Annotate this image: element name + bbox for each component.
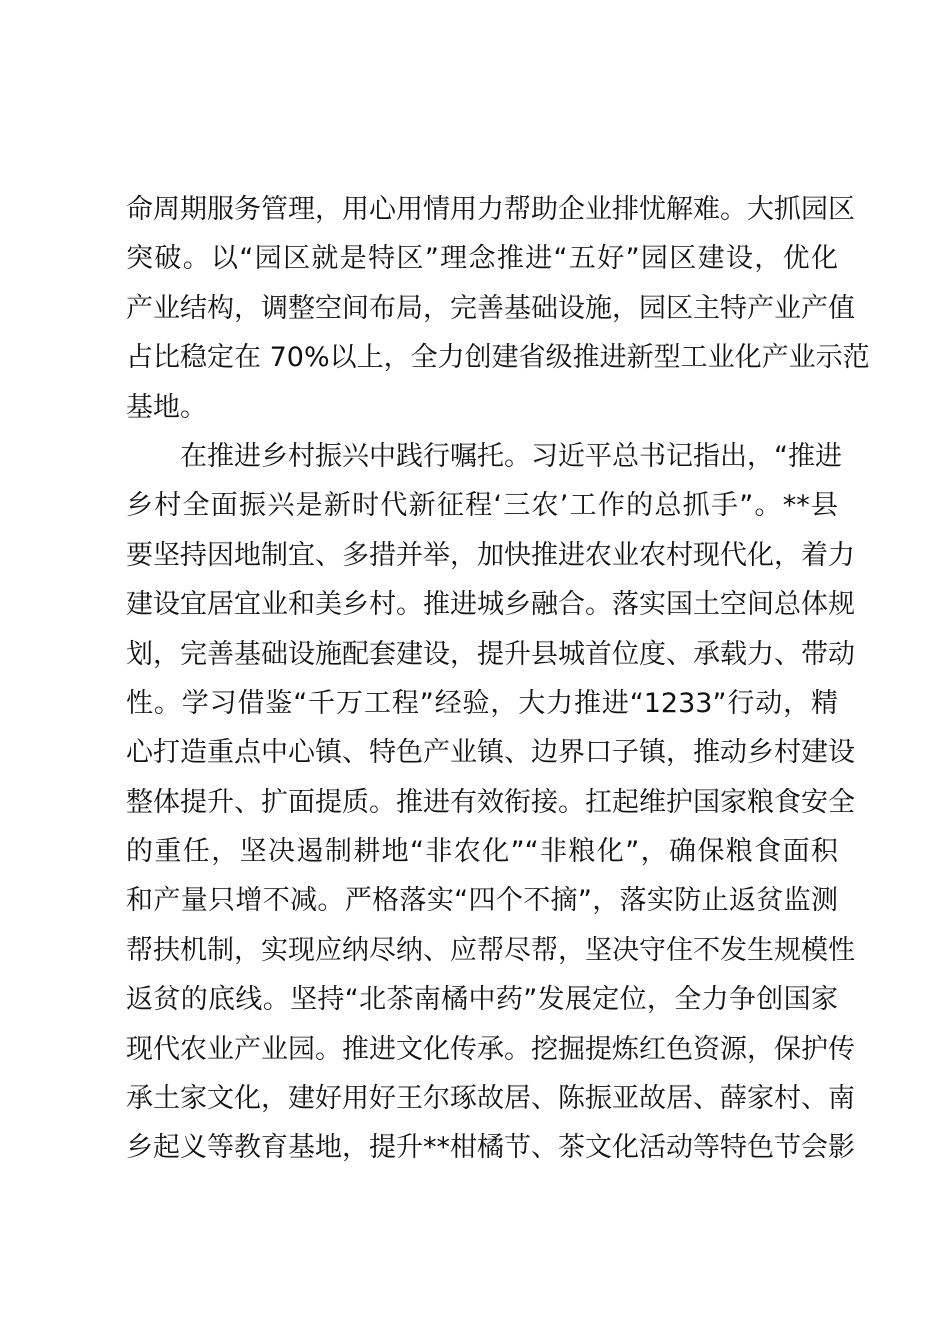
text-line: 产业结构，调整空间布局，完善基础设施，园区主特产业产值 [126,292,855,324]
text-line: 乡起义等教育基地，提升**柑橘节、茶文化活动等特色节会影 [126,1132,855,1164]
text-line: 整体提升、扩面提质。推进有效衔接。扛起维护国家粮食安全 [126,786,855,818]
text-line: 帮扶机制，实现应纳尽纳、应帮尽帮，坚决守住不发生规模性 [126,934,855,966]
text-line: 返贫的底线。坚持“北茶南橘中药”发展定位，全力争创国家 [126,984,838,1016]
text-line: 承土家文化，建好用好王尔琢故居、陈振亚故居、薛家村、南 [126,1083,855,1115]
text-line: 基地。 [126,391,207,423]
text-line: 的重任，坚决遏制耕地“非农化”“非粮化”，确保粮食面积 [126,836,838,868]
text-line: 要坚持因地制宜、多措并举，加快推进农业农村现代化，着力 [126,539,855,571]
body-text [126,185,870,1173]
paragraph-first-line: 在推进乡村振兴中践行嘱托。习近平总书记指出，“推进 [180,440,842,472]
text-line: 现代农业产业园。推进文化传承。挖掘提炼红色资源，保护传 [126,1033,855,1065]
text-line: 和产量只增不减。严格落实“四个不摘”，落实防止返贫监测 [126,885,838,917]
text-line: 划，完善基础设施配套建设，提升县城首位度、承载力、带动 [126,638,855,670]
text-line: 突破。以“园区就是特区”理念推进“五好”园区建设，优化 [126,243,838,275]
text-line: 心打造重点中心镇、特色产业镇、边界口子镇，推动乡村建设 [126,737,855,769]
text-line: 乡村全面振兴是新时代新征程‘三农’工作的总抓手”。**县 [126,490,838,522]
text-line: 建设宜居宜业和美乡村。推进城乡融合。落实国土空间总体规 [126,589,855,621]
text-line: 占比稳定在 70%以上，全力创建省级推进新型工业化产业示范 [126,342,870,374]
text-line: 性。学习借鉴“千万工程”经验，大力推进“1233”行动，精 [126,687,838,719]
text-line: 命周期服务管理，用心用情用力帮助企业排忧解难。大抓园区 [126,194,855,225]
